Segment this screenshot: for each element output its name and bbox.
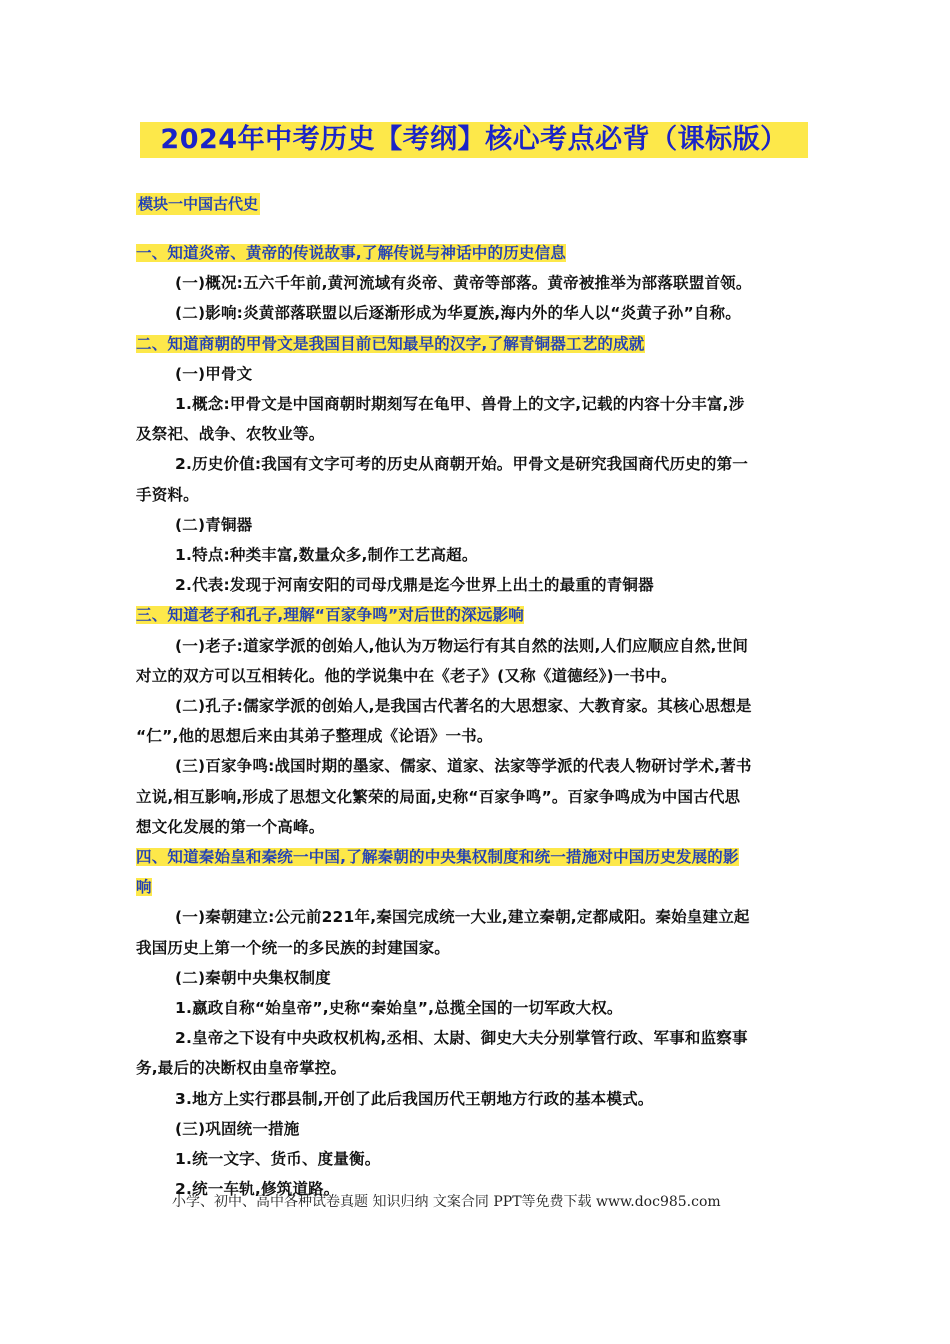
section-heading	[136, 329, 816, 359]
body-line: (一)秦朝建立:公元前221年,秦国完成统一大业,建立秦朝,定都咸阳。秦始皇建立起	[175, 908, 750, 927]
body-line: (二)秦朝中央集权制度	[175, 968, 331, 987]
body-line: 想文化发展的第一个高峰。	[136, 817, 325, 836]
page-footer: 小学、初中、高中各种试卷真题 知识归纳 文案合同 PPT等免费下载 www.doc985.com	[172, 1194, 721, 1210]
title-highlight	[140, 122, 808, 158]
body-line: (三)巩固统一措施	[175, 1119, 300, 1138]
section-heading-text: 响	[136, 878, 152, 897]
body-line: 务,最后的决断权由皇帝掌控。	[136, 1059, 347, 1078]
body-line: 1.概念:甲骨文是中国商朝时期刻写在龟甲、兽骨上的文字,记载的内容十分丰富,涉	[175, 395, 745, 414]
body-line: (一)老子:道家学派的创始人,他认为万物运行有其自然的法则,人们应顺应自然,世间	[175, 636, 749, 655]
section-heading	[136, 872, 816, 902]
body-line: (一)甲骨文	[175, 364, 253, 383]
body-line: 3.地方上实行郡县制,开创了此后我国历代王朝地方行政的基本模式。	[175, 1089, 654, 1108]
body-line: (三)百家争鸣:战国时期的墨家、儒家、道家、法家等学派的代表人物研讨学术,著书	[175, 757, 752, 776]
section-heading-text: 一、知道炎帝、黄帝的传说故事,了解传说与神话中的历史信息	[136, 244, 566, 262]
body-line: 2.皇帝之下设有中央政权机构,丞相、太尉、御史大夫分别掌管行政、军事和监察事	[175, 1029, 748, 1048]
section-heading	[136, 600, 816, 630]
body-line: 1.特点:种类丰富,数量众多,制作工艺高超。	[175, 546, 478, 565]
body-line: (二)青铜器	[175, 515, 253, 534]
document-title: 2024年中考历史【考纲】核心考点必背（课标版）	[160, 124, 788, 155]
body-line: 对立的双方可以互相转化。他的学说集中在《老子》(又称《道德经》)一书中。	[136, 666, 677, 685]
section-heading	[136, 842, 816, 872]
body-line: 2.统一车轨,修筑道路。	[175, 1180, 340, 1199]
body-line: 及祭祀、战争、农牧业等。	[136, 425, 325, 444]
body-line: 2.代表:发现于河南安阳的司母戊鼎是迄今世界上出土的最重的青铜器	[175, 576, 654, 595]
body-line: “仁”,他的思想后来由其弟子整理成《论语》一书。	[136, 727, 493, 746]
body-line: (二)孔子:儒家学派的创始人,是我国古代著名的大思想家、大教育家。其核心思想是	[175, 697, 752, 716]
body-line: 我国历史上第一个统一的多民族的封建国家。	[136, 938, 451, 957]
body-line: (一)概况:五六千年前,黄河流域有炎帝、黄帝等部落。黄帝被推举为部落联盟首领。	[175, 274, 752, 293]
section-heading	[136, 238, 816, 268]
body-line: 立说,相互影响,形成了思想文化繁荣的局面,史称“百家争鸣”。百家争鸣成为中国古代思	[136, 787, 741, 806]
body-line: 手资料。	[136, 485, 199, 504]
module-heading: 模块一中国古代史	[138, 195, 259, 213]
body-line: (二)影响:炎黄部落联盟以后逐渐形成为华夏族,海内外的华人以“炎黄子孙”自称。	[175, 304, 741, 323]
section-heading-text: 三、知道老子和孔子,理解“百家争鸣”对后世的深远影响	[136, 606, 524, 625]
body-line: 1.嬴政自称“始皇帝”,史称“秦始皇”,总揽全国的一切军政大权。	[175, 999, 623, 1018]
document-body	[136, 238, 816, 1205]
section-heading-text: 四、知道秦始皇和秦统一中国,了解秦朝的中央集权制度和统一措施对中国历史发展的影	[136, 848, 739, 867]
section-heading-text: 二、知道商朝的甲骨文是我国目前已知最早的汉字,了解青铜器工艺的成就	[136, 334, 645, 353]
body-line: 1.统一文字、货币、度量衡。	[175, 1150, 381, 1169]
body-line: 2.历史价值:我国有文字可考的历史从商朝开始。甲骨文是研究我国商代历史的第一	[175, 455, 748, 474]
